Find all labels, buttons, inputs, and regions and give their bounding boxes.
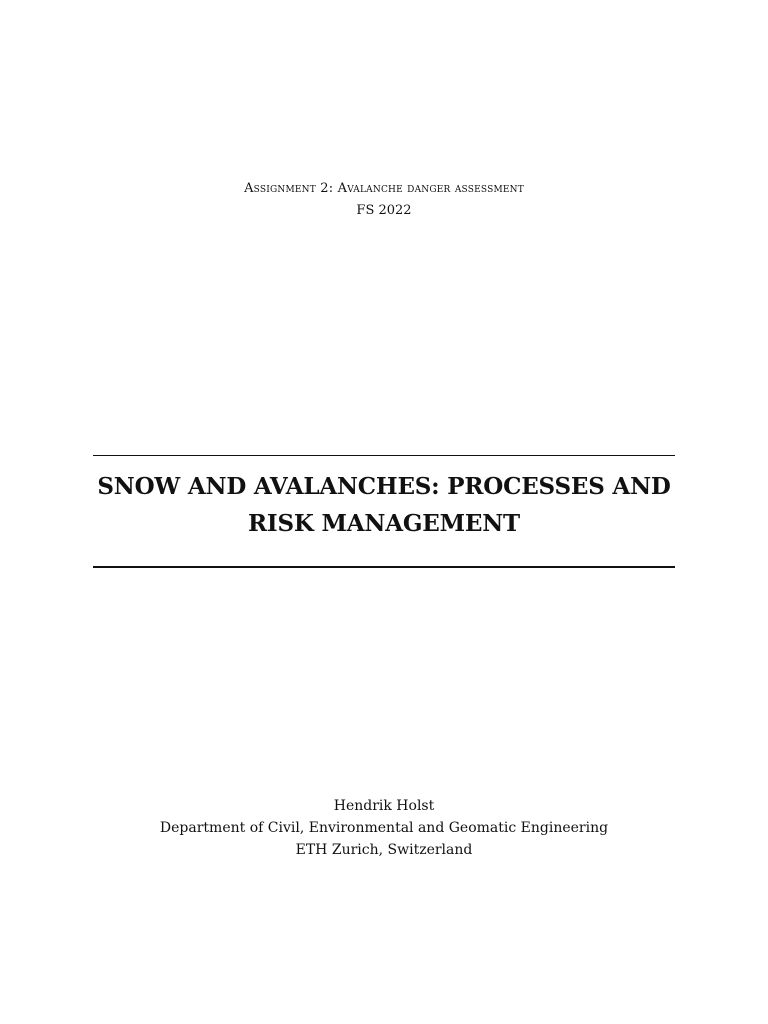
title-block	[93, 468, 675, 542]
author-department: Department of Civil, Environmental and Geomatic Engineering	[159, 820, 609, 836]
title-bottom-rule	[93, 566, 675, 568]
document-title: SNOW AND AVALANCHES: PROCESSES AND RISK MANAGEMENT	[97, 473, 671, 537]
author-institution: ETH Zurich, Switzerland	[295, 842, 473, 858]
author-block	[0, 795, 768, 861]
title-top-rule	[93, 455, 675, 456]
semester-label: FS 2022	[356, 203, 412, 218]
author-name: Hendrik Holst	[333, 798, 435, 814]
assignment-header	[0, 180, 768, 220]
assignment-subtitle: Assignment 2: Avalanche danger assessment	[244, 181, 524, 196]
